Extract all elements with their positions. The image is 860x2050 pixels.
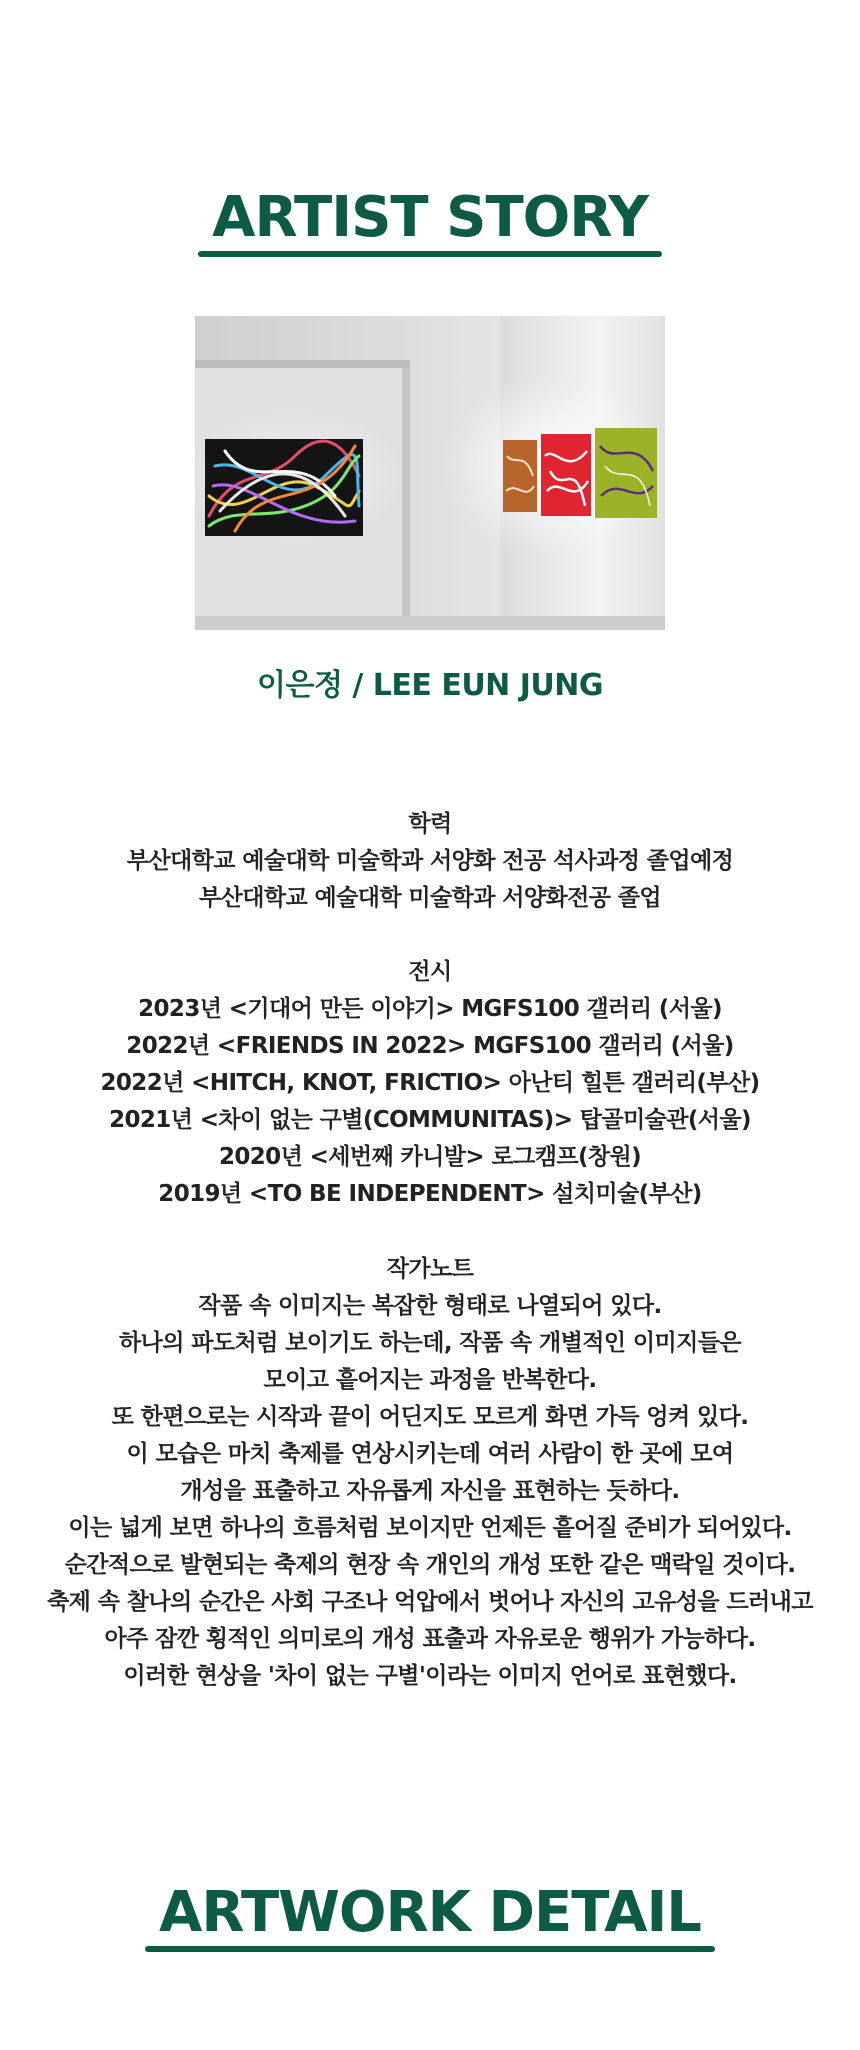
exhibition-item: 2020년 <세번째 카니발> 로그캠프(창원) [218,1144,642,1170]
exhibition-item: 2019년 <TO BE INDEPENDENT> 설치미술(부산) [158,1181,702,1207]
artwork-detail-heading [0,1880,860,1946]
artist-note-line: 이 모습은 마치 축제를 연상시키는데 여러 사람이 한 곳에 모여 [126,1441,734,1467]
exhibition-item: 2021년 <차이 없는 구별(COMMUNITAS)> 탑골미술관(서울) [109,1107,751,1133]
artist-note-line: 순간적으로 발현되는 축제의 현장 속 개인의 개성 또한 같은 맥락일 것이다. [64,1552,796,1578]
artist-note-section [0,1251,860,1695]
artist-story-title [198,185,662,251]
artist-note-line: 아주 잠깐 횡적인 의미로의 개성 표출과 자유로운 행위가 가능하다. [104,1626,756,1652]
artwork-detail-title [145,1880,715,1946]
exhibition-title: 전시 [408,959,452,985]
heading-underline [145,1946,715,1952]
exhibition-item: 2022년 <HITCH, KNOT, FRICTIO> 아난티 힐튼 갤러리(부산) [100,1070,760,1096]
artist-note-line: 개성을 표출하고 자유롭게 자신을 표현하는 듯하다. [180,1478,680,1504]
artist-note-line: 또 한편으로는 시작과 끝이 어딘지도 모르게 화면 가득 엉켜 있다. [111,1404,749,1430]
gallery-installation-photo [195,316,665,630]
education-item: 부산대학교 예술대학 미술학과 서양화전공 졸업 [199,885,661,911]
artist-note-line: 이는 넓게 보면 하나의 흐름처럼 보이지만 언제든 흩어질 준비가 되어있다. [68,1515,792,1541]
artist-note-line: 하나의 파도처럼 보이기도 하는데, 작품 속 개별적인 이미지들은 [118,1330,742,1356]
artist-note-line: 이러한 현상을 '차이 없는 구별'이라는 이미지 언어로 표현했다. [123,1663,737,1689]
education-section [0,806,860,917]
artist-name: 이은정 / LEE EUN JUNG [257,668,603,703]
exhibition-item: 2023년 <기대어 만든 이야기> MGFS100 갤러리 (서울) [138,996,722,1022]
artist-story-title-text: ARTIST STORY [212,185,648,250]
exhibition-item: 2022년 <FRIENDS IN 2022> MGFS100 갤러리 (서울) [126,1033,734,1059]
artist-note-line: 축제 속 찰나의 순간은 사회 구조나 억압에서 벗어나 자신의 고유성을 드러내고 [47,1589,813,1615]
education-item: 부산대학교 예술대학 미술학과 서양화 전공 석사과정 졸업예정 [126,848,734,874]
artist-note-line: 작품 속 이미지는 복잡한 형태로 나열되어 있다. [198,1293,662,1319]
artist-note-line: 모이고 흩어지는 과정을 반복한다. [263,1367,597,1393]
artist-note-title: 작가노트 [386,1256,474,1282]
education-title: 학력 [408,811,452,837]
artist-story-heading [0,185,860,251]
artwork-detail-title-text: ARTWORK DETAIL [159,1880,701,1945]
exhibition-section [0,954,860,1213]
heading-underline [198,251,662,257]
